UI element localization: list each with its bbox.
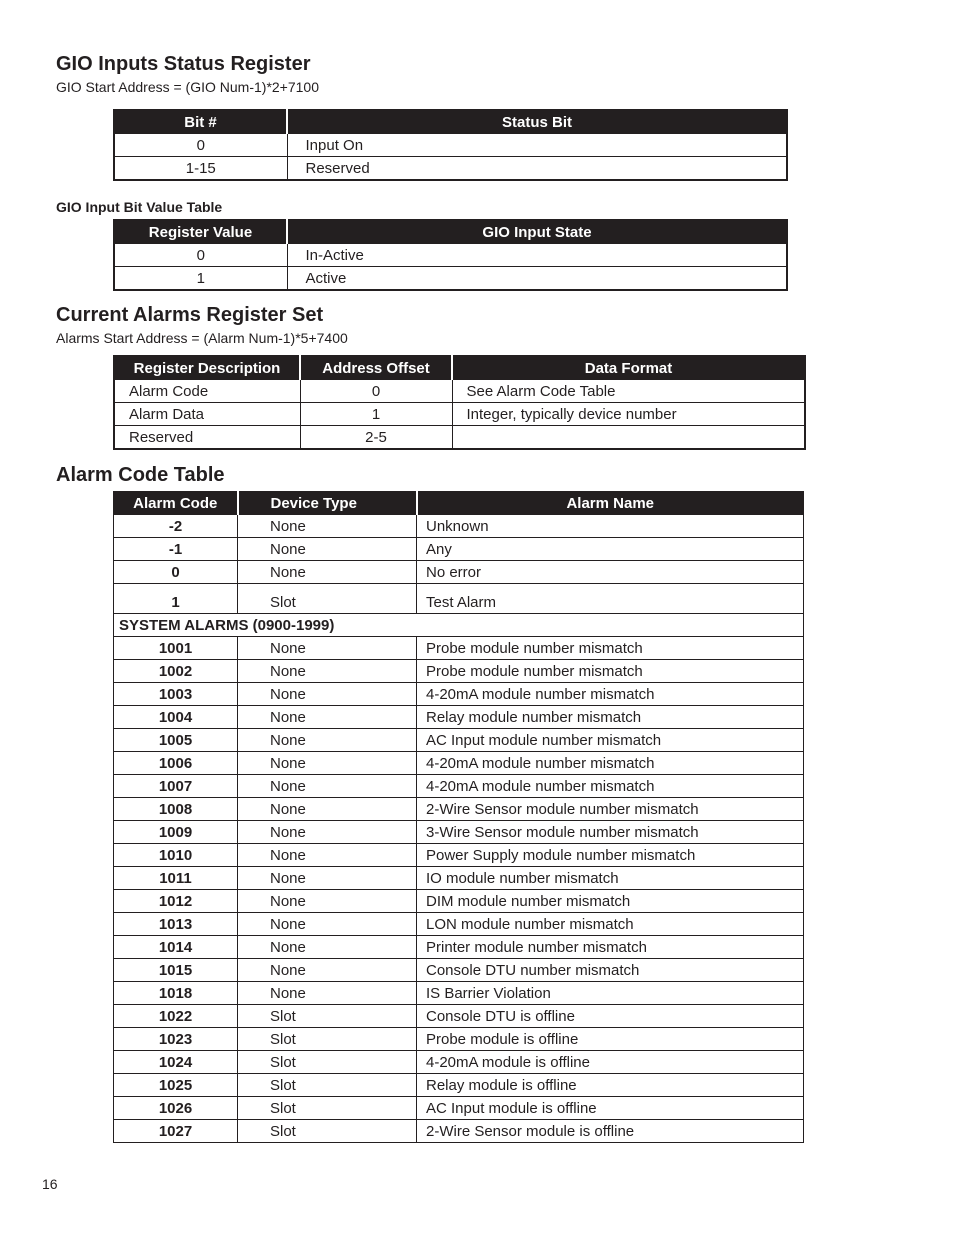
current-alarms-table bbox=[113, 355, 806, 450]
device-type: None bbox=[238, 936, 417, 959]
alarm-name: IS Barrier Violation bbox=[417, 982, 804, 1005]
input-state: Active bbox=[287, 267, 787, 291]
system-alarms-label: SYSTEM ALARMS (0900-1999) bbox=[114, 614, 804, 637]
alarm-name: Probe module number mismatch bbox=[417, 660, 804, 683]
table-row bbox=[114, 1028, 804, 1051]
col-header: Alarm Name bbox=[417, 492, 804, 515]
alarm-name: AC Input module number mismatch bbox=[417, 729, 804, 752]
device-type: None bbox=[238, 729, 417, 752]
device-type: None bbox=[238, 538, 417, 561]
table-row bbox=[114, 890, 804, 913]
device-type: None bbox=[238, 660, 417, 683]
alarm-code: 1005 bbox=[114, 729, 238, 752]
register-value: 1 bbox=[114, 267, 287, 291]
status-bit: Input On bbox=[287, 134, 787, 157]
gio-status-subtitle: GIO Start Address = (GIO Num-1)*2+7100 bbox=[56, 79, 319, 95]
table-row bbox=[114, 538, 804, 561]
device-type: None bbox=[238, 683, 417, 706]
col-header: Register Value bbox=[114, 220, 287, 244]
device-type: Slot bbox=[238, 584, 417, 614]
alarm-code-title: Alarm Code Table bbox=[56, 464, 225, 486]
table-row bbox=[114, 752, 804, 775]
alarm-name: AC Input module is offline bbox=[417, 1097, 804, 1120]
alarm-name: 4-20mA module number mismatch bbox=[417, 775, 804, 798]
alarm-code: -1 bbox=[114, 538, 238, 561]
table-row bbox=[114, 775, 804, 798]
device-type: None bbox=[238, 913, 417, 936]
bit-number: 0 bbox=[114, 134, 287, 157]
table-row bbox=[114, 584, 804, 614]
table-row bbox=[114, 157, 787, 181]
gio-status-title: GIO Inputs Status Register bbox=[56, 53, 311, 75]
alarm-code: 1026 bbox=[114, 1097, 238, 1120]
alarm-code: 1009 bbox=[114, 821, 238, 844]
device-type: None bbox=[238, 959, 417, 982]
alarm-code: 1024 bbox=[114, 1051, 238, 1074]
data-format bbox=[452, 426, 805, 450]
register-value: 0 bbox=[114, 244, 287, 267]
alarm-name: 4-20mA module number mismatch bbox=[417, 683, 804, 706]
device-type: None bbox=[238, 752, 417, 775]
alarm-code: 1014 bbox=[114, 936, 238, 959]
alarm-name: DIM module number mismatch bbox=[417, 890, 804, 913]
alarm-code: 1018 bbox=[114, 982, 238, 1005]
input-state: In-Active bbox=[287, 244, 787, 267]
alarm-code: 1010 bbox=[114, 844, 238, 867]
table-row bbox=[114, 515, 804, 538]
alarm-name: Relay module is offline bbox=[417, 1074, 804, 1097]
device-type: Slot bbox=[238, 1028, 417, 1051]
device-type: None bbox=[238, 821, 417, 844]
alarm-name: Power Supply module number mismatch bbox=[417, 844, 804, 867]
gio-bit-value-caption: GIO Input Bit Value Table bbox=[56, 199, 223, 215]
col-header: GIO Input State bbox=[287, 220, 787, 244]
table-row bbox=[114, 1005, 804, 1028]
alarm-code: 1008 bbox=[114, 798, 238, 821]
gio-status-table bbox=[113, 109, 788, 181]
alarm-name: LON module number mismatch bbox=[417, 913, 804, 936]
table-row bbox=[114, 403, 805, 426]
table-row bbox=[114, 660, 804, 683]
register-description: Alarm Code bbox=[114, 380, 300, 403]
current-alarms-title: Current Alarms Register Set bbox=[56, 304, 324, 326]
alarm-name: 2-Wire Sensor module number mismatch bbox=[417, 798, 804, 821]
device-type: None bbox=[238, 706, 417, 729]
table-row bbox=[114, 683, 804, 706]
alarm-code: 1001 bbox=[114, 637, 238, 660]
alarm-name: 2-Wire Sensor module is offline bbox=[417, 1120, 804, 1143]
col-header: Alarm Code bbox=[114, 492, 238, 515]
device-type: Slot bbox=[238, 1051, 417, 1074]
device-type: None bbox=[238, 798, 417, 821]
current-alarms-subtitle: Alarms Start Address = (Alarm Num-1)*5+7400 bbox=[56, 330, 348, 346]
table-row bbox=[114, 913, 804, 936]
alarm-code: 1022 bbox=[114, 1005, 238, 1028]
device-type: Slot bbox=[238, 1097, 417, 1120]
gio-bit-value-table bbox=[113, 219, 788, 291]
device-type: Slot bbox=[238, 1005, 417, 1028]
address-offset: 1 bbox=[300, 403, 452, 426]
device-type: None bbox=[238, 637, 417, 660]
table-row bbox=[114, 982, 804, 1005]
alarm-code: 1002 bbox=[114, 660, 238, 683]
table-row bbox=[114, 867, 804, 890]
section-row bbox=[114, 614, 804, 637]
device-type: None bbox=[238, 561, 417, 584]
alarm-code: 1004 bbox=[114, 706, 238, 729]
table-row bbox=[114, 244, 787, 267]
alarm-name: 3-Wire Sensor module number mismatch bbox=[417, 821, 804, 844]
table-row bbox=[114, 798, 804, 821]
device-type: None bbox=[238, 982, 417, 1005]
alarm-code: 0 bbox=[114, 561, 238, 584]
device-type: Slot bbox=[238, 1074, 417, 1097]
table-row bbox=[114, 936, 804, 959]
col-header: Bit # bbox=[114, 110, 287, 134]
table-row bbox=[114, 959, 804, 982]
table-row bbox=[114, 561, 804, 584]
alarm-name: No error bbox=[417, 561, 804, 584]
alarm-name: Any bbox=[417, 538, 804, 561]
register-description: Alarm Data bbox=[114, 403, 300, 426]
bit-number: 1-15 bbox=[114, 157, 287, 181]
alarm-name: Console DTU is offline bbox=[417, 1005, 804, 1028]
register-description: Reserved bbox=[114, 426, 300, 450]
alarm-name: 4-20mA module number mismatch bbox=[417, 752, 804, 775]
col-header: Address Offset bbox=[300, 356, 452, 380]
col-header: Device Type bbox=[238, 492, 417, 515]
alarm-code-table bbox=[113, 491, 804, 1143]
col-header: Register Description bbox=[114, 356, 300, 380]
table-row bbox=[114, 1097, 804, 1120]
table-row bbox=[114, 844, 804, 867]
table-row bbox=[114, 426, 805, 450]
table-row bbox=[114, 729, 804, 752]
alarm-code: 1011 bbox=[114, 867, 238, 890]
alarm-code: 1015 bbox=[114, 959, 238, 982]
alarm-name: Probe module is offline bbox=[417, 1028, 804, 1051]
alarm-code: 1025 bbox=[114, 1074, 238, 1097]
table-row bbox=[114, 267, 787, 291]
alarm-name: Unknown bbox=[417, 515, 804, 538]
table-row bbox=[114, 1074, 804, 1097]
status-bit: Reserved bbox=[287, 157, 787, 181]
device-type: Slot bbox=[238, 1120, 417, 1143]
alarm-code: 1023 bbox=[114, 1028, 238, 1051]
device-type: None bbox=[238, 867, 417, 890]
table-row bbox=[114, 134, 787, 157]
table-row bbox=[114, 706, 804, 729]
alarm-name: Console DTU number mismatch bbox=[417, 959, 804, 982]
device-type: None bbox=[238, 844, 417, 867]
device-type: None bbox=[238, 775, 417, 798]
alarm-code: 1013 bbox=[114, 913, 238, 936]
address-offset: 0 bbox=[300, 380, 452, 403]
alarm-code: 1012 bbox=[114, 890, 238, 913]
alarm-name: Test Alarm bbox=[417, 584, 804, 614]
table-row bbox=[114, 1051, 804, 1074]
alarm-code: 1 bbox=[114, 584, 238, 614]
col-header: Status Bit bbox=[287, 110, 787, 134]
alarm-name: 4-20mA module is offline bbox=[417, 1051, 804, 1074]
data-format: Integer, typically device number bbox=[452, 403, 805, 426]
alarm-code: 1027 bbox=[114, 1120, 238, 1143]
device-type: None bbox=[238, 890, 417, 913]
alarm-name: Printer module number mismatch bbox=[417, 936, 804, 959]
address-offset: 2-5 bbox=[300, 426, 452, 450]
alarm-name: IO module number mismatch bbox=[417, 867, 804, 890]
table-row bbox=[114, 380, 805, 403]
table-row bbox=[114, 637, 804, 660]
alarm-name: Relay module number mismatch bbox=[417, 706, 804, 729]
alarm-code: 1006 bbox=[114, 752, 238, 775]
table-row bbox=[114, 1120, 804, 1143]
alarm-code: 1003 bbox=[114, 683, 238, 706]
alarm-code: 1007 bbox=[114, 775, 238, 798]
table-row bbox=[114, 821, 804, 844]
device-type: None bbox=[238, 515, 417, 538]
page-number: 16 bbox=[42, 1176, 58, 1192]
data-format: See Alarm Code Table bbox=[452, 380, 805, 403]
col-header: Data Format bbox=[452, 356, 805, 380]
alarm-name: Probe module number mismatch bbox=[417, 637, 804, 660]
alarm-code: -2 bbox=[114, 515, 238, 538]
